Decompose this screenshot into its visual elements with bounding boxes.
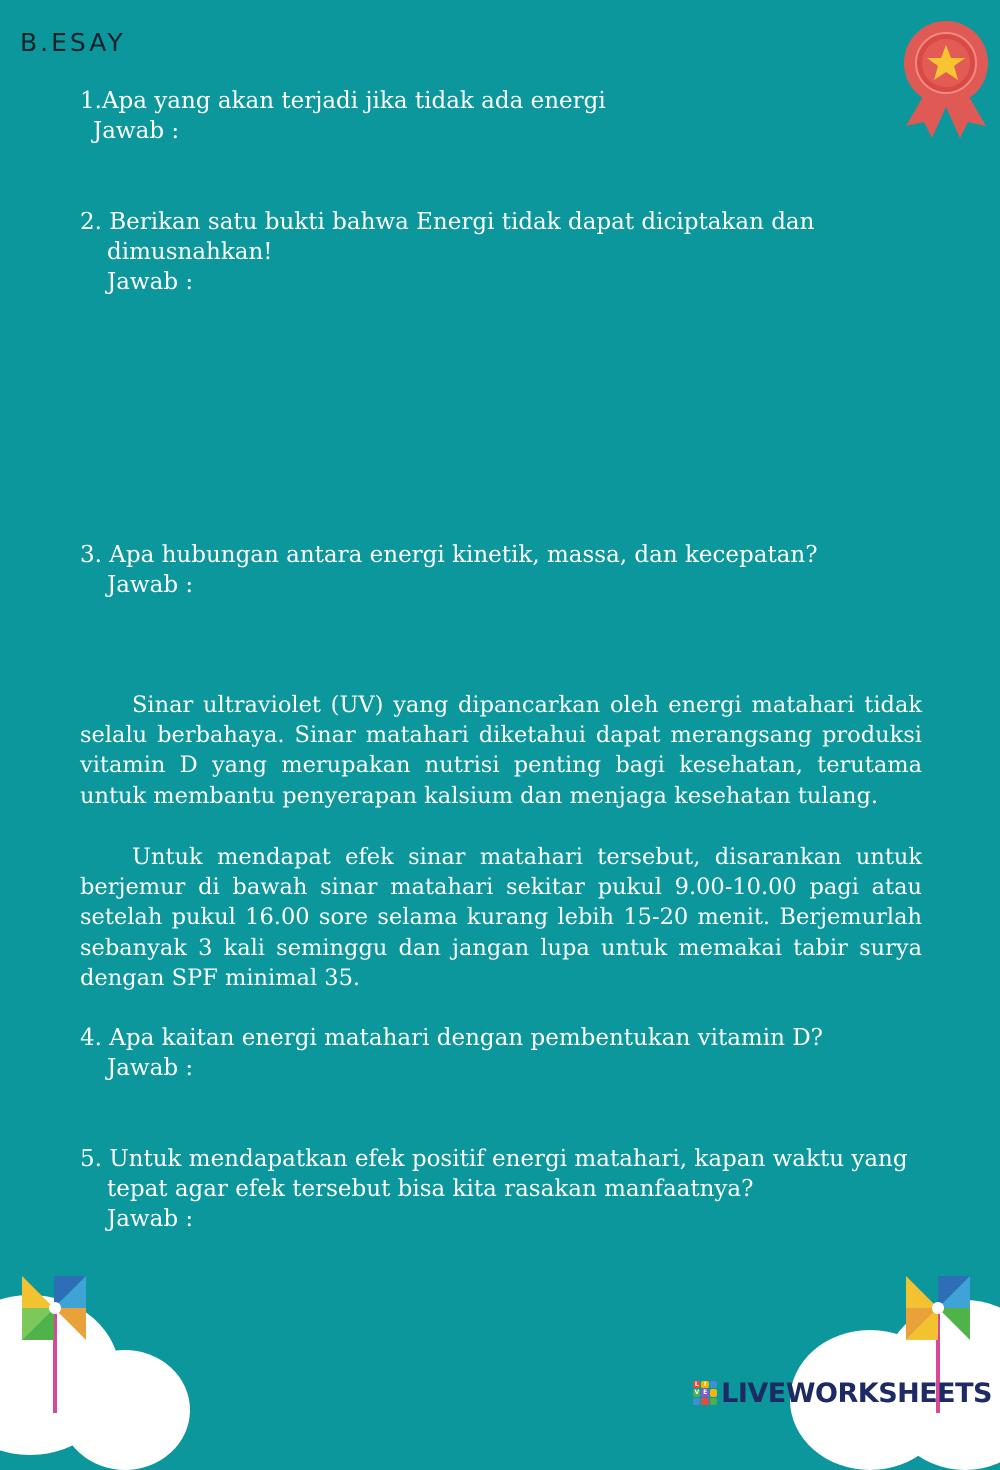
section-title: B.ESAY bbox=[20, 28, 126, 57]
liveworksheets-logo-mark: L I V E bbox=[693, 1381, 717, 1405]
liveworksheets-logo[interactable] bbox=[693, 1376, 992, 1410]
answer-label: Jawab : bbox=[107, 269, 194, 295]
answer-label: Jawab : bbox=[107, 1206, 194, 1232]
question-4-text: 4. Apa kaitan energi matahari dengan pembentukan vitamin D? bbox=[80, 1025, 823, 1051]
answer-label: Jawab : bbox=[107, 1055, 194, 1081]
question-5 bbox=[80, 1144, 920, 1234]
question-3-text: 3. Apa hubungan antara energi kinetik, massa, dan kecepatan? bbox=[80, 542, 818, 568]
question-5-text-cont: tepat agar efek tersebut bisa kita rasakan manfaatnya? bbox=[107, 1176, 754, 1202]
reading-paragraph-2: Untuk mendapat efek sinar matahari tersebut, disarankan untuk berjemur di bawah sinar matahari sekitar pukul 9.00-10.00 pagi atau setelah pukul 16.00 sore selama kurang lebih 15-20 menit. Berjemurlah sebanyak 3 kali seminggu dan jangan lupa untuk memakai tabir surya dengan SPF minimal 35. bbox=[80, 844, 922, 991]
question-2-text: 2. Berikan satu bukti bahwa Energi tidak dapat diciptakan dan bbox=[80, 209, 815, 235]
question-4 bbox=[80, 1023, 840, 1083]
pinwheel-icon-left bbox=[14, 1272, 94, 1413]
question-1-text: 1.Apa yang akan terjadi jika tidak ada energi bbox=[80, 88, 606, 114]
question-1 bbox=[80, 86, 840, 146]
question-3 bbox=[80, 540, 840, 600]
question-5-text: 5. Untuk mendapatkan efek positif energi matahari, kapan waktu yang bbox=[80, 1146, 908, 1172]
award-badge-icon bbox=[898, 18, 994, 140]
reading-paragraph-1: Sinar ultraviolet (UV) yang dipancarkan oleh energi matahari tidak selalu berbahaya. Sinar matahari diketahui dapat merangsang produksi vitamin D yang merupakan nutrisi penting bagi kesehatan, terutama untuk membantu penyerapan kalsium dan menjaga kesehatan tulang. bbox=[80, 692, 922, 809]
question-2-text-cont: dimusnahkan! bbox=[107, 239, 273, 265]
liveworksheets-logo-text: LIVEWORKSHEETS bbox=[721, 1377, 992, 1409]
answer-label: Jawab : bbox=[93, 118, 180, 144]
question-2 bbox=[80, 207, 840, 297]
answer-label: Jawab : bbox=[107, 572, 194, 598]
